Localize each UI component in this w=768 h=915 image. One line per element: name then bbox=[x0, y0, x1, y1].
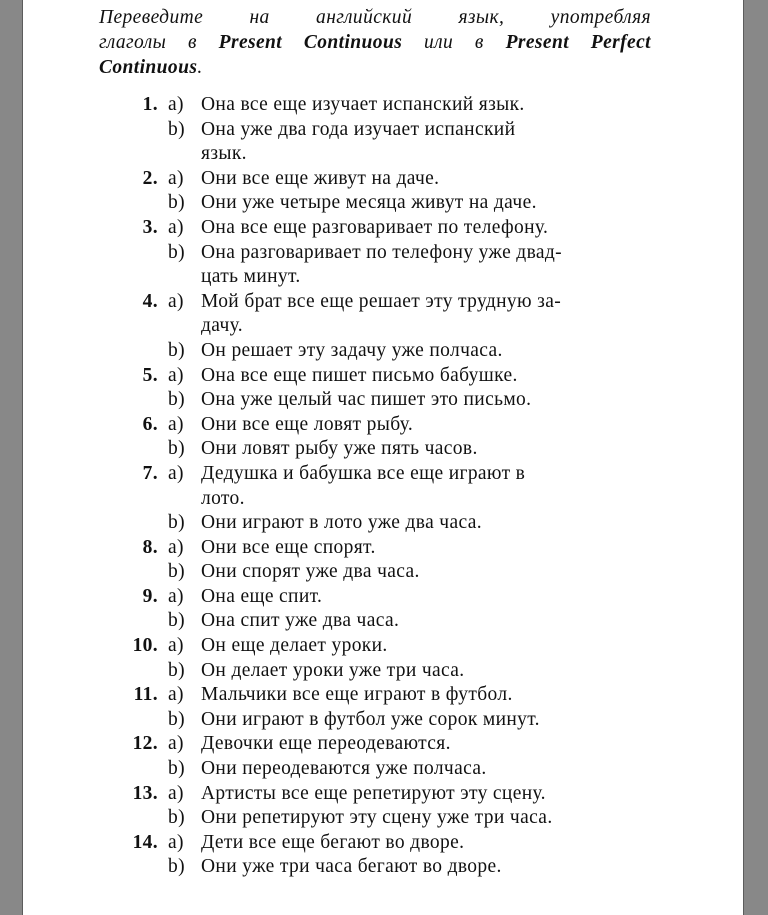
sentence-a bbox=[23, 683, 651, 708]
sentence-b bbox=[23, 388, 651, 413]
exercise-item bbox=[23, 93, 723, 167]
sentence-b bbox=[23, 241, 651, 266]
sentence-a bbox=[23, 413, 651, 438]
sub-item-letter: a) bbox=[168, 733, 184, 755]
item-number: 3. bbox=[142, 216, 158, 238]
sentence-text: цать минут. bbox=[201, 266, 301, 288]
sub-item-letter: a) bbox=[168, 167, 184, 189]
sentence-b bbox=[23, 511, 651, 536]
sub-item-letter: b) bbox=[168, 438, 185, 460]
sentence-a bbox=[23, 93, 651, 118]
item-number: 14. bbox=[132, 831, 158, 853]
sub-item-letter: b) bbox=[168, 659, 185, 681]
instruction-line-3 bbox=[99, 55, 651, 80]
instruction-tense-1: Present Continuous bbox=[218, 32, 403, 53]
sentence-a bbox=[23, 167, 651, 192]
item-number: 13. bbox=[132, 782, 158, 804]
exercise-item bbox=[23, 167, 723, 216]
instruction-tense-2: Present Perfect bbox=[505, 32, 651, 53]
sentence-b bbox=[23, 118, 651, 143]
sub-item-letter: b) bbox=[168, 118, 185, 140]
item-number: 12. bbox=[132, 733, 158, 755]
sentence-text: Девочки еще переодеваются. bbox=[201, 733, 451, 755]
sub-item-letter: b) bbox=[168, 192, 185, 214]
item-number: 1. bbox=[142, 94, 158, 115]
sentence-text: Они репетируют эту сцену уже три часа. bbox=[201, 807, 553, 829]
sentence-b bbox=[23, 708, 651, 733]
instruction-text-fragment: глаголы в bbox=[99, 32, 219, 53]
sub-item-letter: b) bbox=[168, 708, 185, 730]
instruction-text-fragment: или в bbox=[402, 32, 506, 53]
exercise-item bbox=[23, 782, 723, 831]
sub-item-letter: b) bbox=[168, 512, 185, 534]
sentence-text: Она уже два года изучает испанский bbox=[201, 118, 516, 140]
sub-item-letter: a) bbox=[168, 585, 184, 607]
sentence-b bbox=[23, 339, 651, 364]
exercise-item bbox=[23, 732, 723, 781]
sentence-text: Они играют в футбол уже сорок минут. bbox=[201, 708, 540, 730]
sentence-text: язык. bbox=[201, 143, 247, 165]
sub-item-letter: a) bbox=[168, 831, 184, 853]
instruction-tense-2-cont: Continuous bbox=[99, 57, 198, 78]
sentence-text: Они играют в лото уже два часа. bbox=[201, 512, 482, 534]
sentence-text: Они все еще спорят. bbox=[201, 536, 376, 558]
sub-item-letter: a) bbox=[168, 684, 184, 706]
exercise-item bbox=[23, 413, 723, 462]
sentence-text: Они уже четыре месяца живут на даче. bbox=[201, 192, 537, 214]
sentence-b bbox=[23, 806, 651, 831]
sentence-text: Она все еще разговаривает по телефону. bbox=[201, 216, 549, 238]
sentence-text: Он решает эту задачу уже полчаса. bbox=[201, 339, 503, 361]
sentence-a bbox=[23, 634, 651, 659]
sentence-b bbox=[23, 757, 651, 782]
sentence-text: Мальчики все еще играют в футбол. bbox=[201, 684, 513, 706]
sentence-text: Она все еще изучает испанский язык. bbox=[201, 94, 525, 115]
item-number: 11. bbox=[133, 684, 158, 706]
item-number: 5. bbox=[142, 364, 158, 386]
sentence-a bbox=[23, 290, 651, 315]
sentence-b bbox=[23, 855, 651, 880]
exercise-item bbox=[23, 831, 723, 880]
sub-item-letter: a) bbox=[168, 364, 184, 386]
sentence-text: дачу. bbox=[201, 315, 244, 337]
sentence-text: Они все еще живут на даче. bbox=[201, 167, 440, 189]
sentence-b-continuation bbox=[23, 142, 651, 167]
sentence-text: Они уже три часа бегают во дворе. bbox=[201, 856, 502, 878]
sub-item-letter: b) bbox=[168, 241, 185, 263]
instruction-line-1: Переведите на английский язык, употребляя bbox=[99, 7, 651, 28]
sub-item-letter: a) bbox=[168, 413, 184, 435]
sub-item-letter: a) bbox=[168, 216, 184, 238]
sub-item-letter: a) bbox=[168, 462, 184, 484]
exercise-item bbox=[23, 364, 723, 413]
sentence-text: Мой брат все еще решает эту трудную за- bbox=[201, 290, 562, 312]
sentence-a bbox=[23, 782, 651, 807]
sentence-text: Она уже целый час пишет это письмо. bbox=[201, 389, 532, 411]
sentence-a bbox=[23, 732, 651, 757]
sentence-b bbox=[23, 191, 651, 216]
sentence-text: Они спорят уже два часа. bbox=[201, 561, 420, 583]
sentence-a bbox=[23, 536, 651, 561]
item-number: 4. bbox=[142, 290, 158, 312]
sentence-a-continuation bbox=[23, 314, 651, 339]
sub-item-letter: b) bbox=[168, 339, 185, 361]
sub-item-letter: b) bbox=[168, 610, 185, 632]
exercise-item bbox=[23, 216, 723, 290]
sentence-b bbox=[23, 437, 651, 462]
item-number: 9. bbox=[142, 585, 158, 607]
exercise-list bbox=[23, 93, 723, 880]
sentence-b-continuation bbox=[23, 265, 651, 290]
sentence-a bbox=[23, 585, 651, 610]
sentence-text: Она еще спит. bbox=[201, 585, 323, 607]
sub-item-letter: a) bbox=[168, 290, 184, 312]
sentence-text: Они переодеваются уже полчаса. bbox=[201, 758, 487, 780]
sub-item-letter: a) bbox=[168, 635, 184, 657]
exercise-item bbox=[23, 290, 723, 364]
sentence-text: Она разговаривает по телефону уже двад- bbox=[201, 241, 563, 263]
sentence-a bbox=[23, 364, 651, 389]
item-number: 8. bbox=[142, 536, 158, 558]
sentence-text: Артисты все еще репетируют эту сцену. bbox=[201, 782, 546, 804]
sentence-text: Дедушка и бабушка все еще играют в bbox=[201, 462, 526, 484]
sentence-a bbox=[23, 831, 651, 856]
instruction-text-fragment: . bbox=[197, 57, 203, 78]
sub-item-letter: b) bbox=[168, 856, 185, 878]
sentence-a bbox=[23, 216, 651, 241]
document-page bbox=[22, 0, 744, 915]
sub-item-letter: a) bbox=[168, 536, 184, 558]
sub-item-letter: a) bbox=[168, 782, 184, 804]
sentence-text: Он делает уроки уже три часа. bbox=[201, 659, 465, 681]
sub-item-letter: b) bbox=[168, 389, 185, 411]
sub-item-letter: a) bbox=[168, 94, 184, 115]
item-number: 6. bbox=[142, 413, 158, 435]
sentence-a-continuation bbox=[23, 487, 651, 512]
exercise-item bbox=[23, 634, 723, 683]
sentence-text: Она все еще пишет письмо бабушке. bbox=[201, 364, 518, 386]
sub-item-letter: b) bbox=[168, 758, 185, 780]
sub-item-letter: b) bbox=[168, 561, 185, 583]
sentence-text: Она спит уже два часа. bbox=[201, 610, 400, 632]
exercise-item bbox=[23, 683, 723, 732]
item-number: 2. bbox=[142, 167, 158, 189]
item-number: 10. bbox=[132, 635, 158, 657]
sentence-a bbox=[23, 462, 651, 487]
sentence-b bbox=[23, 609, 651, 634]
exercise-item bbox=[23, 585, 723, 634]
sentence-text: Дети все еще бегают во дворе. bbox=[201, 831, 465, 853]
sentence-b bbox=[23, 560, 651, 585]
exercise-item bbox=[23, 462, 723, 536]
sentence-text: Они ловят рыбу уже пять часов. bbox=[201, 438, 478, 460]
item-number: 7. bbox=[142, 462, 158, 484]
sentence-text: лото. bbox=[201, 487, 245, 509]
exercise-item bbox=[23, 536, 723, 585]
sub-item-letter: b) bbox=[168, 807, 185, 829]
instruction-line-2 bbox=[99, 30, 651, 55]
sentence-b bbox=[23, 659, 651, 684]
sentence-text: Он еще делает уроки. bbox=[201, 635, 388, 657]
instruction-text bbox=[99, 5, 651, 80]
sentence-text: Они все еще ловят рыбу. bbox=[201, 413, 414, 435]
